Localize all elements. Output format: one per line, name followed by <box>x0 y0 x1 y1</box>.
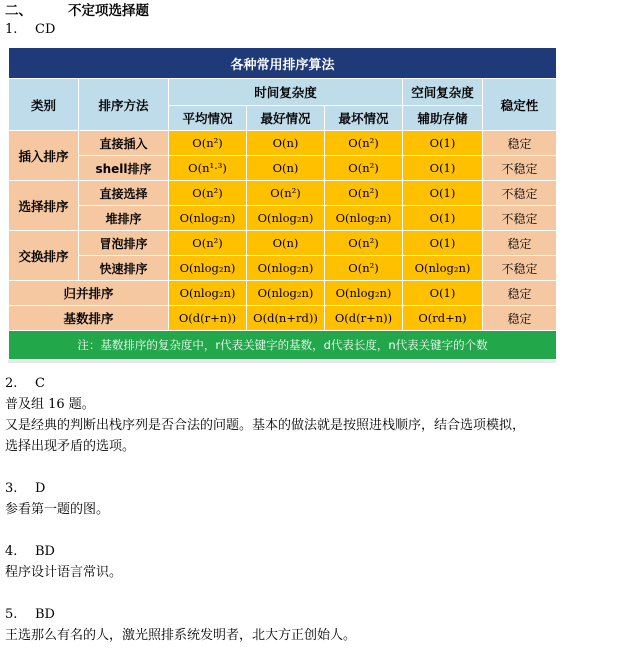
avg-cell: O(nlog₂n) <box>169 256 247 281</box>
stability-cell: 不稳定 <box>483 156 557 181</box>
table-title-row <box>9 48 557 79</box>
answer-text: D <box>35 481 46 496</box>
stability-cell: 不稳定 <box>483 206 557 231</box>
worst-cell: O(nlog₂n) <box>325 206 403 231</box>
method-cell: 直接选择 <box>79 181 169 206</box>
avg-cell: O(nlog₂n) <box>169 281 247 306</box>
method-cell: 堆排序 <box>79 206 169 231</box>
method-cell: shell排序 <box>79 156 169 181</box>
header-aux-storage: 辅助存储 <box>403 106 483 131</box>
explanation-line: 王选那么有名的人，激光照排系统发明者，北大方正创始人。 <box>5 628 357 643</box>
best-cell: O(nlog₂n) <box>247 206 325 231</box>
worst-cell: O(d(r+n)) <box>325 306 403 331</box>
method-cell: 冒泡排序 <box>79 231 169 256</box>
worst-cell: O(n²) <box>325 231 403 256</box>
best-cell: O(n) <box>247 231 325 256</box>
avg-cell: O(n²) <box>169 181 247 206</box>
table-row <box>9 306 557 331</box>
stability-cell: 稳定 <box>483 306 557 331</box>
explanation-line: 选择出现矛盾的选项。 <box>5 439 136 454</box>
category-swap: 交换排序 <box>9 231 79 281</box>
best-cell: O(n²) <box>247 181 325 206</box>
stability-cell: 不稳定 <box>483 256 557 281</box>
table-row <box>9 231 557 256</box>
stability-cell: 稳定 <box>483 231 557 256</box>
table-header-row <box>9 79 557 106</box>
answer-text: C <box>35 376 45 391</box>
stability-cell: 稳定 <box>483 281 557 306</box>
header-category: 类别 <box>9 79 79 131</box>
explanation-line: 参看第一题的图。 <box>5 502 110 517</box>
section-title: 不定项选择题 <box>68 3 149 19</box>
header-time-complexity: 时间复杂度 <box>169 79 403 106</box>
question-3-answer <box>5 480 45 498</box>
header-stability: 稳定性 <box>483 79 557 131</box>
explanation-line: 程序设计语言常识。 <box>5 565 123 580</box>
table-title: 各种常用排序算法 <box>9 48 557 79</box>
question-number: 4. <box>5 544 18 559</box>
category-select: 选择排序 <box>9 181 79 231</box>
worst-cell: O(n²) <box>325 156 403 181</box>
section-number: 二、 <box>5 3 32 19</box>
header-average: 平均情况 <box>169 106 247 131</box>
stability-cell: 不稳定 <box>483 181 557 206</box>
header-method: 排序方法 <box>79 79 169 131</box>
category-insert: 插入排序 <box>9 131 79 181</box>
category-radix: 基数排序 <box>9 306 169 331</box>
worst-cell: O(n²) <box>325 181 403 206</box>
question-5-answer <box>5 606 55 624</box>
header-space-complexity: 空间复杂度 <box>403 79 483 106</box>
answer-text: BD <box>35 607 55 622</box>
section-heading <box>5 2 149 20</box>
best-cell: O(n) <box>247 131 325 156</box>
aux-cell: O(1) <box>403 281 483 306</box>
worst-cell: O(n²) <box>325 131 403 156</box>
sorting-algorithms-table-image <box>8 47 556 363</box>
aux-cell: O(1) <box>403 181 483 206</box>
explanation-line: 普及组 16 题。 <box>5 397 95 412</box>
question-number: 3. <box>5 481 18 496</box>
aux-cell: O(1) <box>403 231 483 256</box>
sorting-algorithms-table <box>8 47 557 360</box>
category-merge: 归并排序 <box>9 281 169 306</box>
method-cell: 直接插入 <box>79 131 169 156</box>
avg-cell: O(d(r+n)) <box>169 306 247 331</box>
answer-text: CD <box>35 22 56 37</box>
aux-cell: O(1) <box>403 131 483 156</box>
avg-cell: O(n¹·³) <box>169 156 247 181</box>
table-row <box>9 281 557 306</box>
table-row <box>9 131 557 156</box>
avg-cell: O(n²) <box>169 231 247 256</box>
table-note-row <box>9 331 557 360</box>
question-number: 2. <box>5 376 18 391</box>
question-number: 5. <box>5 607 18 622</box>
table-row <box>9 156 557 181</box>
question-number: 1. <box>5 22 18 37</box>
question-2-answer <box>5 375 45 393</box>
answer-text: BD <box>35 544 55 559</box>
table-row <box>9 206 557 231</box>
table-note: 注：基数排序的复杂度中，r代表关键字的基数，d代表长度，n代表关键字的个数 <box>9 331 557 360</box>
worst-cell: O(n²) <box>325 256 403 281</box>
best-cell: O(nlog₂n) <box>247 256 325 281</box>
aux-cell: O(nlog₂n) <box>403 256 483 281</box>
header-worst: 最坏情况 <box>325 106 403 131</box>
best-cell: O(n) <box>247 156 325 181</box>
method-cell: 快速排序 <box>79 256 169 281</box>
worst-cell: O(nlog₂n) <box>325 281 403 306</box>
question-1-answer <box>5 21 55 39</box>
table-row <box>9 256 557 281</box>
avg-cell: O(n²) <box>169 131 247 156</box>
table-row <box>9 181 557 206</box>
header-best: 最好情况 <box>247 106 325 131</box>
explanation-line: 又是经典的判断出栈序列是否合法的问题。基本的做法就是按照进栈顺序，结合选项模拟， <box>5 418 526 433</box>
question-4-answer <box>5 543 55 561</box>
best-cell: O(d(n+rd)) <box>247 306 325 331</box>
stability-cell: 稳定 <box>483 131 557 156</box>
best-cell: O(nlog₂n) <box>247 281 325 306</box>
aux-cell: O(1) <box>403 206 483 231</box>
aux-cell: O(rd+n) <box>403 306 483 331</box>
aux-cell: O(1) <box>403 156 483 181</box>
avg-cell: O(nlog₂n) <box>169 206 247 231</box>
